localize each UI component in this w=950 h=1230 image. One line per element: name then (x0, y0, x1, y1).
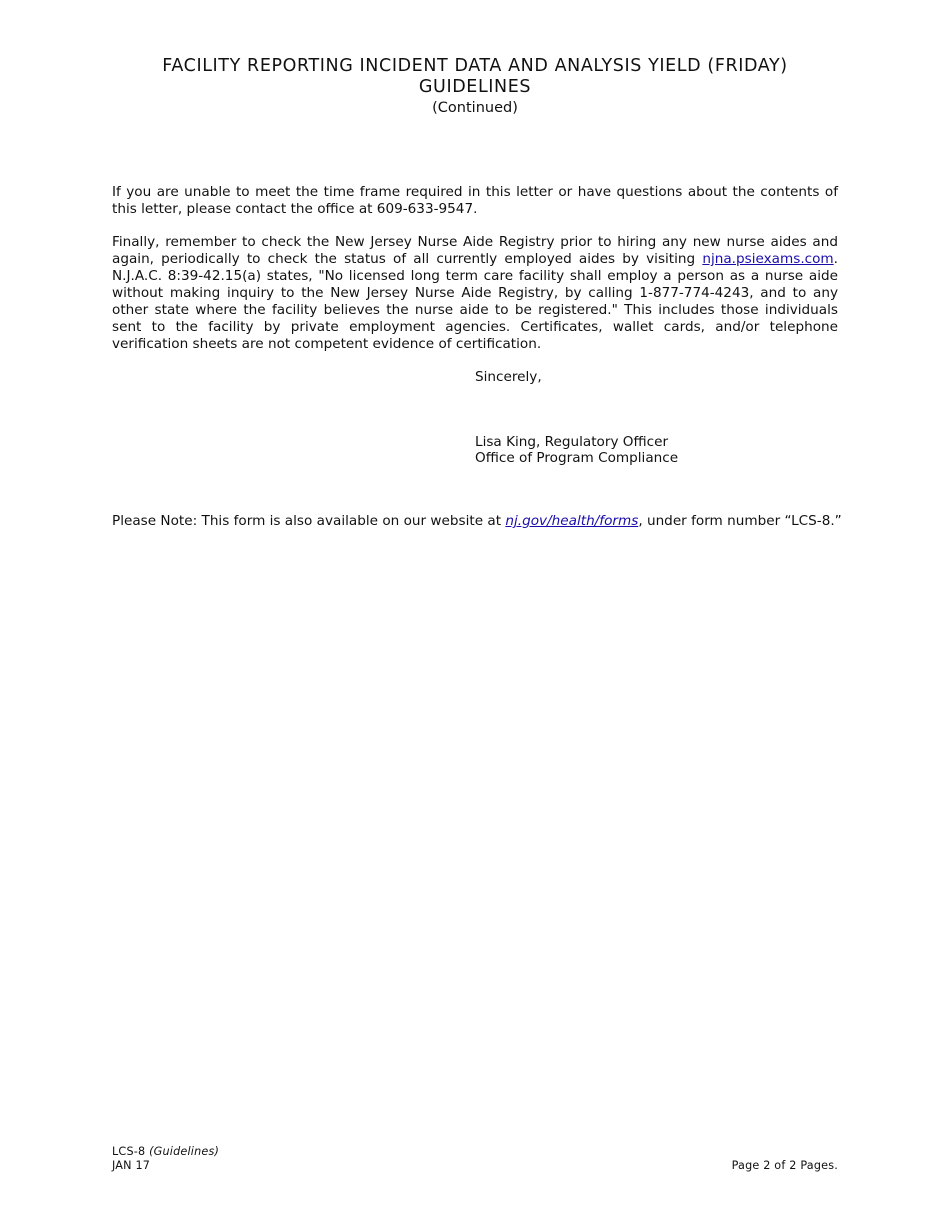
registry-link[interactable]: njna.psiexams.com (702, 251, 834, 267)
closing: Sincerely, (475, 369, 542, 385)
page-title-line1: FACILITY REPORTING INCIDENT DATA AND ANALYSIS YIELD (FRIDAY) (162, 56, 788, 76)
forms-link[interactable]: nj.gov/health/forms (505, 513, 639, 529)
paragraph-registry (112, 234, 838, 353)
page-title-line2: GUIDELINES (418, 77, 532, 97)
footer-form-type: (Guidelines) (149, 1145, 220, 1158)
note-text-end: , under form number “LCS-8.” (638, 513, 842, 529)
footer-form-info (112, 1145, 219, 1173)
footer-page-number: Page 2 of 2 Pages. (731, 1159, 838, 1172)
paragraph-registry-text-end: . N.J.A.C. 8:39-42.15(a) states, "No licensed long term care facility shall employ a person as a nurse aide without making inquiry to the New Jersey Nurse Aide Registry, by calling 1-877-774-4243, and to any other state where the facility believes the nurse aide to be registered." This includes those individuals sent to the facility by private employment agencies. Certificates, wallet cards, and/or telephone verification sheets are not competent evidence of certification. (112, 251, 838, 352)
footer-date: JAN 17 (112, 1159, 151, 1172)
signature-block (475, 434, 678, 466)
signer-name-title: Lisa King, Regulatory Officer (475, 434, 669, 450)
page-subtitle: (Continued) (432, 100, 518, 116)
document-header (0, 56, 950, 118)
footer-form-code: LCS-8 (112, 1145, 146, 1158)
paragraph-registry-text-start: Finally, remember to check the New Jersey Nurse Aide Registry prior to hiring any new nurse aides and again, periodically to check the status of all currently employed aides by visiting (112, 234, 838, 267)
paragraph-contact: If you are unable to meet the time frame required in this letter or have questions about the contents of this letter, please contact the office at 609-633-9547. (112, 184, 838, 217)
signer-office: Office of Program Compliance (475, 450, 679, 466)
note-text-start: Please Note: This form is also available on our website at (112, 513, 506, 529)
website-note (112, 513, 872, 530)
